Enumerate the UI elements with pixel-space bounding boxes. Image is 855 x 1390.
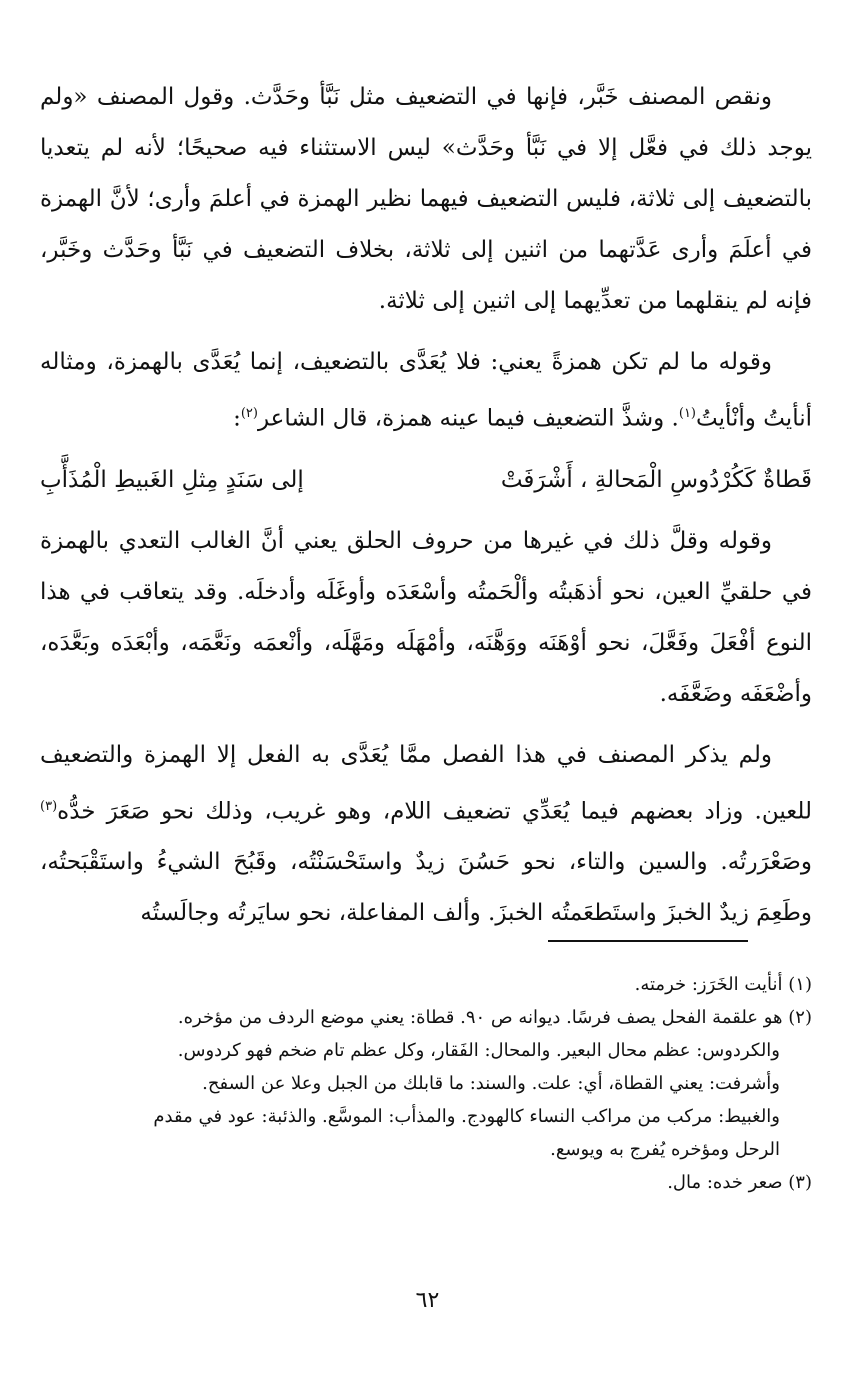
paragraph-2 xyxy=(40,337,812,445)
poetry-verse xyxy=(40,455,812,506)
main-text xyxy=(40,72,812,949)
page-number: ٦٢ xyxy=(415,1288,440,1313)
footnote-ref-3: (٣) xyxy=(40,798,58,814)
paragraph-4 xyxy=(40,730,812,940)
footnotes xyxy=(40,968,812,1199)
footnote-2-line-2: والكردوس: عظم محال البعير. والمحال: الفَقار، وكل عظم تام ضخم فهو كردوس. xyxy=(177,1040,780,1061)
footnote-2-line-5: الرحل ومؤخره يُفرج به ويوسع. xyxy=(550,1139,780,1160)
footnote-1: (١) أنأيت الخَرَز: خرمته. xyxy=(634,974,812,995)
paragraph-2-text-a: وقوله ما لم تكن همزةً يعني: فلا يُعَدَّى بالتضعيف، إنما يُعَدَّى بالهمزة، ومثاله أنأيتُ وأنْأيتُ xyxy=(40,349,812,432)
footnote-divider xyxy=(548,940,748,942)
footnote-ref-1: (١) xyxy=(678,406,696,421)
footnote-2: (٢) هو علقمة الفحل يصف فرسًا. ديوانه ص ٩٠. قطاة: يعني موضع الردف من مؤخره. xyxy=(177,1007,812,1028)
paragraph-2-text-b: . وشذَّ التضعيف فيما عينه همزة، قال الشاعر xyxy=(257,405,679,432)
footnote-3: (٣) صعر خده: مال. xyxy=(667,1172,812,1193)
paragraph-4-text-a: ولم يذكر المصنف في هذا الفصل ممَّا يُعَدَّى به الفعل إلا الهمزة والتضعيف للعين. وزاد بعضهم فيما يُعَدِّي تضعيف اللام، وهو غريب، وذلك نحو صَعَرَ خدُّه xyxy=(40,741,812,825)
verse-second-hemistich: إلى سَنَدٍ مِثلِ الغَبيطِ الْمُذَأَّبِ xyxy=(40,466,304,493)
footnote-2-line-3: وأشرفت: يعني القطاة، أي: علت. والسند: ما قابلك من الجبل وعلا عن السفح. xyxy=(202,1073,780,1094)
footnote-ref-2: (٢) xyxy=(240,406,258,421)
footnote-2-line-4: والغبيط: مركب من مراكب النساء كالهودج. والمذأب: الموسَّع. والذئبة: عود في مقدم xyxy=(153,1106,780,1127)
paragraph-1: ونقص المصنف خَبَّر، فإنها في التضعيف مثل نَبَّأ وحَدَّث. وقول المصنف «ولم يوجد ذلك في فعَّل إلا في نَبَّأ وحَدَّث» ليس الاستثناء فيه صحيحًا؛ لأنه لم يتعديا بالتضعيف إلى ثلاثة، فليس التضعيف فيهما نظير الهمزة في أعلمَ وأرى؛ لأنَّ الهمزة في أعلَمَ وأرى عَدَّتهما من اثنين إلى ثلاثة، بخلاف التضعيف في نَبَّأ وحَدَّث وخَبَّر، فإنه لم ينقلهما من تعدِّيهما إلى اثنين إلى ثلاثة. xyxy=(40,84,812,314)
verse-first-hemistich: قَطاةٌ كَكُرْدُوسِ الْمَحالةِ ، أَشْرَفَتْ xyxy=(500,466,812,493)
paragraph-3: وقوله وقلَّ ذلك في غيرها من حروف الحلق يعني أنَّ الغالب التعدي بالهمزة في حلقيِّ العين، نحو أذهَبتُه وألْحَمتُه وأسْعَدَه وأوغَلَه وأدخلَه. وقد يتعاقب في هذا النوع أفْعَلَ وفَعَّلَ، نحو أوْهَنَه ووَهَّنَه، وأمْهَلَه ومَهَّلَه، وأنْعمَه ونَعَّمَه، وأبْعَدَه وبَعَّدَه، وأضْعَفَه وضَعَّفَه. xyxy=(40,527,812,707)
paragraph-2-text-c: : xyxy=(233,405,241,432)
paragraph-4-text-b: وصَعْرَرتُه. والسين والتاء، نحو حَسُنَ زيدٌ واستَحْسَنْتُه، وقَبُحَ الشيءُ واستَقْبَحتُه، وطَعِمَ زيدٌ الخبزَ واستَطعَمتُه الخبزَ. وألف المفاعلة، نحو سايَرتُه وجالَستُه xyxy=(40,849,812,927)
